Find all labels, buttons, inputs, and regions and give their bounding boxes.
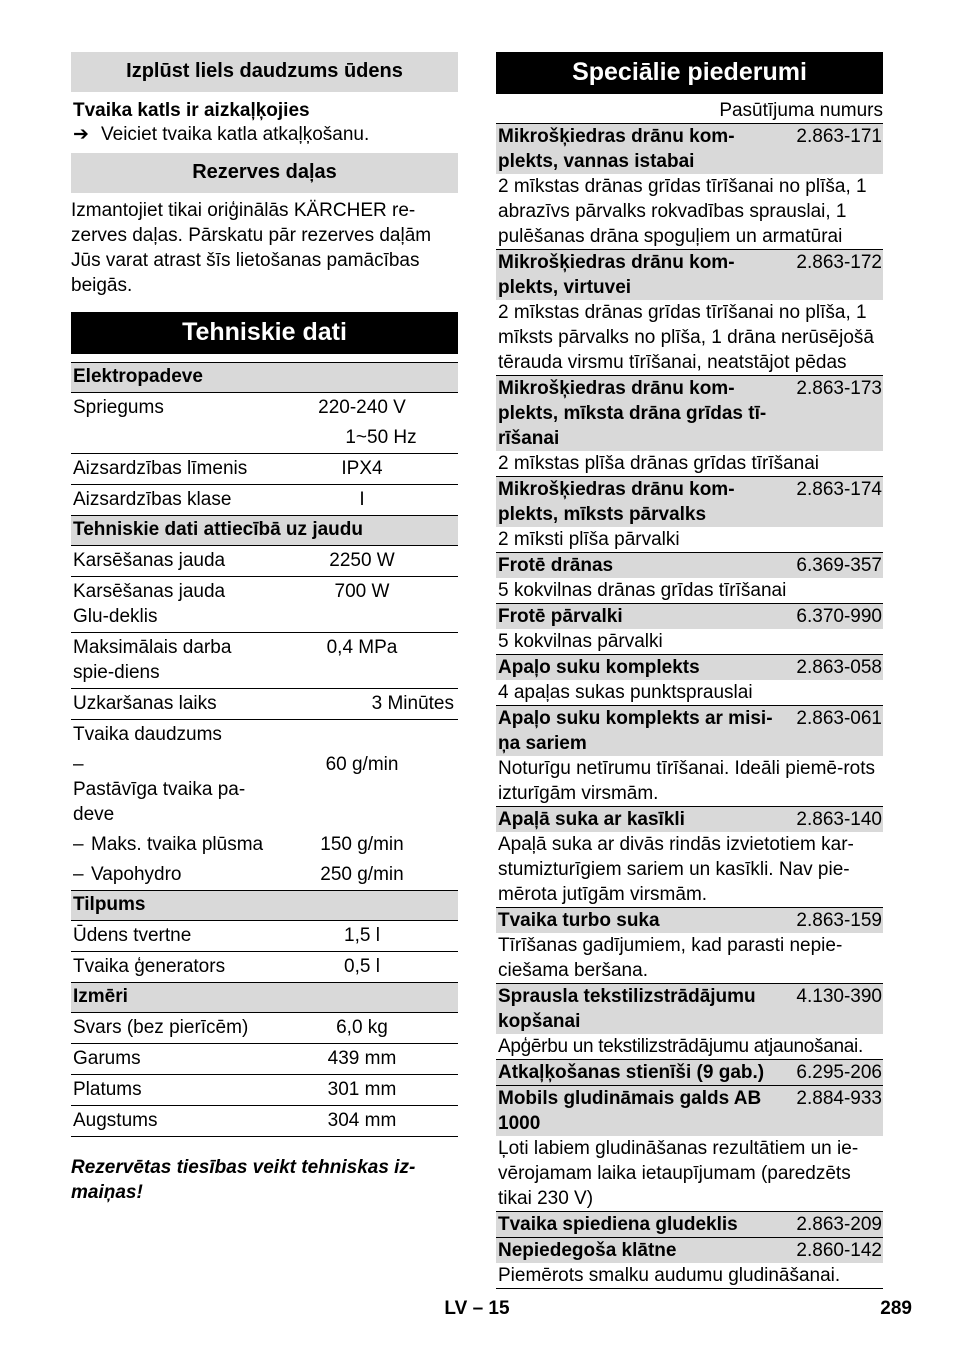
table-row: Uzkaršanas laiks 3 Minūtes <box>71 689 458 720</box>
table-row: Svars (bez pierīcēm) 6,0 kg <box>73 1017 388 1038</box>
accessory-description: Noturīgu netīrumu tīrīšanai. Ideāli piemē-rots izturīgām virsmām. <box>498 758 876 804</box>
table-row: Tvaika daudzums <box>71 720 458 751</box>
accessory-description: 5 kokvilnas drānas grīdas tīrīšanai <box>498 580 787 601</box>
accessory-order-number: 2.863-209 <box>796 1214 882 1235</box>
accessory-item <box>496 1085 883 1211</box>
accessory-name: Nepiedegoša klātne <box>498 1240 677 1261</box>
accessory-name: Mikrošķiedras drānu kom-plekts, mīksta drāna grīdas tī-rīšanai <box>498 378 767 449</box>
table-row: Ūdens tvertne 1,5 l <box>73 925 380 946</box>
accessory-description: 2 mīkstas drānas grīdas tīrīšanai no plīša, 1 abrazīvs pārvalks rokvadības sprauslai, 1 pulēšanas drāna spoguļiem un armatūrai <box>498 176 867 247</box>
table-row: Karsēšanas jauda 2250 W <box>73 550 395 571</box>
accessory-item <box>496 123 883 249</box>
accessory-order-number: 6.369-357 <box>796 555 882 576</box>
accessory-item <box>496 654 883 705</box>
accessory-item <box>496 249 883 375</box>
accessory-header <box>496 1238 883 1263</box>
accessory-order-number: 2.860-142 <box>796 1240 882 1261</box>
order-number-header: Pasūtījuma numurs <box>719 100 883 121</box>
accessory-header <box>496 477 883 527</box>
accessory-order-number: 2.863-058 <box>796 657 882 678</box>
dash-mark: – <box>73 834 84 855</box>
accessory-name: Mobils gludināmais galds AB 1000 <box>498 1088 762 1134</box>
accessory-name: Sprausla tekstilizstrādājumu kopšanai <box>498 986 756 1032</box>
accessory-order-number: 2.863-172 <box>796 252 882 273</box>
accessory-item <box>496 705 883 806</box>
accessory-item <box>496 806 883 907</box>
accessory-description: 2 mīkstas drānas grīdas tīrīšanai no plīša, 1 mīksts pārvalks no plīša, 1 drāna nerūsējošā tērauda virsmu tīrīšanai, neatstājot pēdas <box>498 302 874 373</box>
arrow-icon: ➔ <box>73 124 89 145</box>
accessory-name: Tvaika spiediena gludeklis <box>498 1214 738 1235</box>
accessory-header <box>496 1086 883 1136</box>
accessory-description: 4 apaļas sukas punktsprauslai <box>498 682 753 703</box>
table-row: Spriegums 220-240 V <box>73 397 406 418</box>
accessory-description: 2 mīkstas plīša drānas grīdas tīrīšanai <box>498 453 820 474</box>
table-row: Tvaika ģenerators 0,5 l <box>71 952 458 983</box>
accessory-header <box>496 553 883 578</box>
table-section-row: Tehniskie dati attiecībā uz jaudu <box>71 516 458 546</box>
accessories-title: Speciālie piederumi <box>496 52 883 94</box>
accessory-name: Frotē drānas <box>498 555 614 576</box>
accessory-order-number: 2.863-061 <box>796 708 882 729</box>
table-row: Maksimālais darba spie-diens 0,4 MPa <box>71 633 458 689</box>
accessory-name: Mikrošķiedras drānu kom-plekts, virtuvei <box>498 252 735 298</box>
table-row: – Maks. tvaika plūsma 150 g/min <box>73 834 404 855</box>
remedy-text: Veiciet tvaika katla atkaļķošanu. <box>101 124 370 145</box>
dash-mark: – <box>73 754 84 775</box>
accessory-description: Piemērots smalku audumu gludināšanai. <box>498 1265 841 1286</box>
accessory-name: Atkaļķošanas stienīši (9 gab.) <box>498 1062 765 1083</box>
section-heading-water-leak: Izplūst liels daudzums ūdens <box>71 52 458 92</box>
spare-parts-text: Izmantojiet tikai oriģinālās KÄRCHER re-zerves daļas. Pārskatu pār rezerves daļām Jūs varat atrast šīs lietošanas pamācības beigās. <box>71 200 432 296</box>
accessory-order-number: 6.295-206 <box>796 1062 882 1083</box>
accessory-order-number: 2.863-140 <box>796 809 882 830</box>
accessory-item <box>496 476 883 552</box>
table-row: Platums 301 mm <box>71 1075 458 1106</box>
accessory-order-number: 2.863-173 <box>796 378 882 399</box>
remedy-line <box>71 123 458 146</box>
table-row: Aizsardzības līmenis IPX4 <box>71 454 458 485</box>
accessory-header <box>496 604 883 629</box>
accessory-order-number: 2.863-159 <box>796 910 882 931</box>
table-row: – Vapohydro 250 g/min <box>73 864 404 885</box>
accessory-header <box>496 1212 883 1237</box>
accessory-header <box>496 807 883 832</box>
accessory-order-number: 2.863-174 <box>796 479 882 500</box>
accessory-item <box>496 907 883 983</box>
accessory-description: Ļoti labiem gludināšanas rezultātiem un ie-vērojamam laika ietaupījumam (paredzēts tikai 230 V) <box>498 1138 859 1209</box>
table-row: Aizsardzības klase I <box>71 485 458 516</box>
left-column <box>71 52 458 1205</box>
accessory-header <box>496 984 883 1034</box>
accessory-header <box>496 908 883 933</box>
accessory-order-number: 4.130-390 <box>796 986 882 1007</box>
table-section-row: Tilpums <box>71 891 458 921</box>
table-row: Karsēšanas jauda Glu-deklis 700 W <box>71 577 458 633</box>
accessory-header <box>496 376 883 451</box>
accessory-item <box>496 1237 883 1288</box>
accessory-description: Tīrīšanas gadījumiem, kad parasti nepie-ciešama beršana. <box>498 935 843 981</box>
accessory-description: Apaļā suka ar divās rindās izvietotiem kar-stumizturīgiem sariem un kasīkli. Nav pie-mērota jutīgām virsmām. <box>498 834 854 905</box>
table-section-row: Elektropadeve <box>71 363 458 393</box>
table-section-row: Izmēri <box>71 983 458 1013</box>
accessory-header <box>496 1060 883 1085</box>
rights-reserved-note: Rezervētas tiesības veikt tehniskas iz-maiņas! <box>71 1157 416 1203</box>
accessory-header <box>496 655 883 680</box>
accessory-name: Tvaika turbo suka <box>498 910 660 931</box>
accessory-item <box>496 375 883 476</box>
accessories-list <box>496 123 883 1289</box>
accessory-order-number: 2.863-171 <box>796 126 882 147</box>
accessory-description: 2 mīksti plīša pārvalki <box>498 529 680 550</box>
section-heading-spare-parts: Rezerves daļas <box>71 153 458 193</box>
accessory-name: Mikrošķiedras drānu kom-plekts, vannas istabai <box>498 126 735 172</box>
accessory-item <box>496 603 883 654</box>
table-row: Augstums 304 mm <box>71 1106 458 1137</box>
accessory-item <box>496 552 883 603</box>
accessory-item <box>496 1059 883 1085</box>
accessory-description: 5 kokvilnas pārvalki <box>498 631 663 652</box>
right-column <box>496 52 883 1289</box>
accessory-name: Apaļā suka ar kasīkli <box>498 809 685 830</box>
accessory-order-number: 2.884-933 <box>796 1088 882 1109</box>
accessory-item <box>496 1211 883 1237</box>
page-footer-section: LV – 15 <box>444 1298 510 1319</box>
table-row: –Pastāvīga tvaika pa-deve 60 g/min <box>73 754 399 825</box>
accessory-header <box>496 706 883 756</box>
accessory-header <box>496 250 883 300</box>
cause-subheading: Tvaika katls ir aizkaļķojies <box>73 100 310 121</box>
accessory-order-number: 6.370-990 <box>796 606 882 627</box>
table-row: Garums 439 mm <box>71 1044 458 1075</box>
accessory-header <box>496 124 883 174</box>
accessory-name: Mikrošķiedras drānu kom-plekts, mīksts pārvalks <box>498 479 735 525</box>
page-number: 289 <box>880 1298 912 1319</box>
accessory-description: Apģērbu un tekstilizstrādājumu atjaunošanai. <box>498 1036 863 1057</box>
dash-mark: – <box>73 864 84 885</box>
table-row: 1~50 Hz <box>345 427 417 448</box>
tech-data-title: Tehniskie dati <box>71 312 458 354</box>
accessory-name: Apaļo suku komplekts <box>498 657 700 678</box>
accessory-item <box>496 983 883 1059</box>
accessory-name: Frotē pārvalki <box>498 606 623 627</box>
accessory-name: Apaļo suku komplekts ar misi-ņa sariem <box>498 708 773 754</box>
tech-data-table <box>71 362 458 1137</box>
